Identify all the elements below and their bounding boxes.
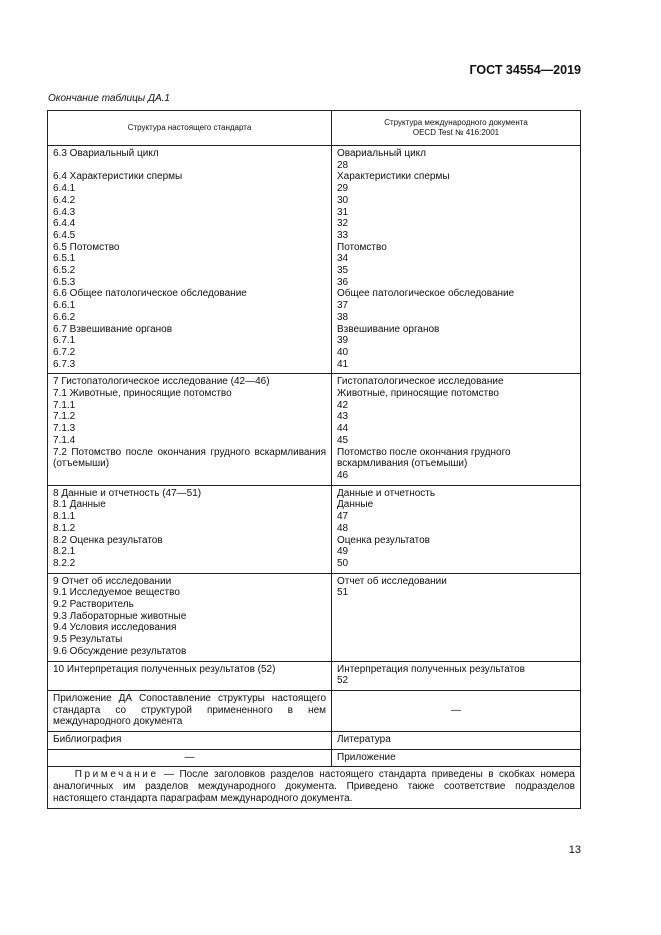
cell-line: 32 — [337, 218, 349, 230]
cell-line: 6.5.2 — [53, 265, 76, 277]
cell-line: 6.4.3 — [53, 206, 76, 218]
row-right-cell — [332, 146, 581, 374]
document-id: ГОСТ 34554—2019 — [469, 63, 581, 77]
cell-line: 52 — [337, 675, 349, 687]
cell-line: 8.2.1 — [53, 546, 76, 558]
row-right-tail-number: 46 — [337, 469, 349, 481]
cell-line: 8.2.2 — [53, 557, 76, 569]
cell-line: 9.4 Условия исследования — [53, 622, 177, 634]
cell-line: 9 Отчет об исследовании — [53, 575, 172, 587]
row-right-cell — [332, 661, 581, 690]
cell-line: 33 — [337, 229, 349, 241]
cell-line: 7.1.2 — [53, 411, 76, 423]
cell-line: 6.6.2 — [53, 311, 76, 323]
cell-line: Животные, приносящие потомство — [337, 388, 499, 400]
bibliography-left-cell: Библиография — [48, 732, 332, 750]
cell-line: 44 — [337, 423, 349, 435]
cell-line: Оценка результатов — [337, 534, 430, 546]
cell-line: 49 — [337, 546, 349, 558]
note-text: — После заголовков разделов настоящего стандарта приведены в скобках номера аналогичных им разделов международного документа. Приведено также соответствие подразделов настоящего стандарта параграфам международного документа. — [53, 769, 575, 805]
row-left-cell — [48, 661, 332, 690]
cell-line: 8.1.1 — [53, 511, 76, 523]
cell-line: 6.7.2 — [53, 346, 76, 358]
table-row-appendix2 — [48, 749, 581, 767]
cell-line: Взвешивание органов — [337, 323, 440, 335]
table-row — [48, 146, 581, 374]
row-right-tail: Потомство после окончания грудного вскармливания (отъемыши) — [337, 446, 511, 470]
cell-line: 36 — [337, 276, 349, 288]
cell-line: 7.1.1 — [53, 399, 76, 411]
cell-line: 6.3 Овариальный цикл — [53, 148, 159, 159]
page-number: 13 — [568, 844, 581, 856]
cell-line: 51 — [337, 587, 349, 599]
col-right-header — [332, 111, 581, 146]
appendix2-right-cell: Приложение — [332, 749, 581, 767]
appendix-left-cell: Приложение ДА Сопоставление структуры настоящего стандарта со структурой примененного в нем международного документа — [48, 690, 332, 731]
cell-line: 6.4.2 — [53, 194, 76, 206]
cell-line: 47 — [337, 511, 349, 523]
cell-line: 10 Интерпретация полученных результатов (52) — [53, 663, 276, 675]
cell-line: 30 — [337, 194, 349, 206]
cell-line: 34 — [337, 253, 349, 265]
col-right-header-line2: OECD Test № 416:2001 — [412, 128, 500, 137]
row-left-cell — [48, 146, 332, 374]
cell-line: 6.4.5 — [53, 229, 76, 241]
cell-line: 6.5 Потомство — [53, 241, 120, 253]
note-label: Примечание — [74, 769, 159, 781]
table-row — [48, 661, 581, 690]
cell-line: Гистопатологическое исследование — [337, 376, 504, 388]
appendix-right-cell: — — [332, 690, 581, 731]
cell-line: 8.1.2 — [53, 522, 76, 534]
cell-line: Интерпретация полученных результатов — [337, 663, 525, 675]
cell-line: Овариальный цикл — [337, 148, 427, 159]
cell-line: 6.6.1 — [53, 300, 76, 312]
table-row-bibliography — [48, 732, 581, 750]
cell-line: 31 — [337, 206, 349, 218]
cell-line: 35 — [337, 265, 349, 277]
row-left-cell — [48, 374, 332, 485]
cell-line: 9.5 Результаты — [53, 634, 123, 646]
table-header-row — [48, 111, 581, 146]
cell-line: 9.6 Обсуждение результатов — [53, 645, 187, 657]
table-caption: Окончание таблицы ДА.1 — [48, 93, 170, 104]
table-row — [48, 485, 581, 573]
cell-line: 6.7.1 — [53, 335, 76, 347]
comparison-table — [47, 110, 581, 809]
table-row — [48, 374, 581, 485]
cell-line: 37 — [337, 300, 349, 312]
cell-line: Отчет об исследовании — [337, 575, 447, 587]
cell-line: Потомство — [337, 241, 387, 253]
cell-line: 8.1 Данные — [53, 499, 106, 511]
cell-line: 45 — [337, 434, 349, 446]
cell-line: 29 — [337, 183, 349, 195]
cell-line — [53, 160, 326, 172]
row-right-cell — [332, 485, 581, 573]
table-note-row — [48, 767, 581, 809]
cell-line: 7.1.3 — [53, 423, 76, 435]
cell-line: 48 — [337, 522, 349, 534]
table-note — [48, 767, 581, 809]
cell-line: Характеристики спермы — [337, 171, 450, 183]
bibliography-right-cell: Литература — [332, 732, 581, 750]
cell-line: 43 — [337, 411, 349, 423]
col-right-header-line1: Структура международного документа — [384, 118, 528, 127]
cell-line: 9.3 Лабораторные животные — [53, 610, 187, 622]
cell-line: 6.4.1 — [53, 183, 76, 195]
cell-line: 28 — [337, 159, 349, 171]
cell-line: 7.1.4 — [53, 434, 76, 446]
row-right-cell — [332, 374, 581, 485]
cell-line: 6.4.4 — [53, 218, 76, 230]
table-row-appendix — [48, 690, 581, 731]
cell-line: 9.1 Исследуемое вещество — [53, 587, 180, 599]
row-left-cell — [48, 485, 332, 573]
cell-line: 6.7.3 — [53, 358, 76, 370]
cell-line: 6.5.3 — [53, 276, 76, 288]
cell-line: 42 — [337, 399, 349, 411]
row-left-tail: 7.2 Потомство после окончания грудного вскармливания (отъемыши) — [53, 446, 326, 470]
col-left-header: Структура настоящего стандарта — [48, 111, 332, 146]
cell-line: 39 — [337, 335, 349, 347]
row-right-cell — [332, 573, 581, 661]
cell-line: 8 Данные и отчетность (47—51) — [53, 487, 202, 499]
cell-line: 6.7 Взвешивание органов — [53, 323, 173, 335]
cell-line: Данные — [337, 499, 374, 511]
cell-line: 9.2 Растворитель — [53, 599, 134, 611]
cell-line: 8.2 Оценка результатов — [53, 534, 163, 546]
cell-line: 6.4 Характеристики спермы — [53, 171, 183, 183]
cell-line: Данные и отчетность — [337, 487, 436, 499]
row-left-cell — [48, 573, 332, 661]
cell-line: 41 — [337, 358, 349, 370]
cell-line: 7 Гистопатологическое исследование (42—46) — [53, 376, 270, 388]
table-row — [48, 573, 581, 661]
appendix2-left-cell: — — [48, 749, 332, 767]
cell-line: Общее патологическое обследование — [337, 288, 515, 300]
cell-line: 6.5.1 — [53, 253, 76, 265]
cell-line: 40 — [337, 346, 349, 358]
cell-line: 50 — [337, 557, 349, 569]
cell-line: 7.1 Животные, приносящие потомство — [53, 388, 232, 400]
cell-line: 38 — [337, 311, 349, 323]
cell-line: 6.6 Общее патологическое обследование — [53, 288, 247, 300]
